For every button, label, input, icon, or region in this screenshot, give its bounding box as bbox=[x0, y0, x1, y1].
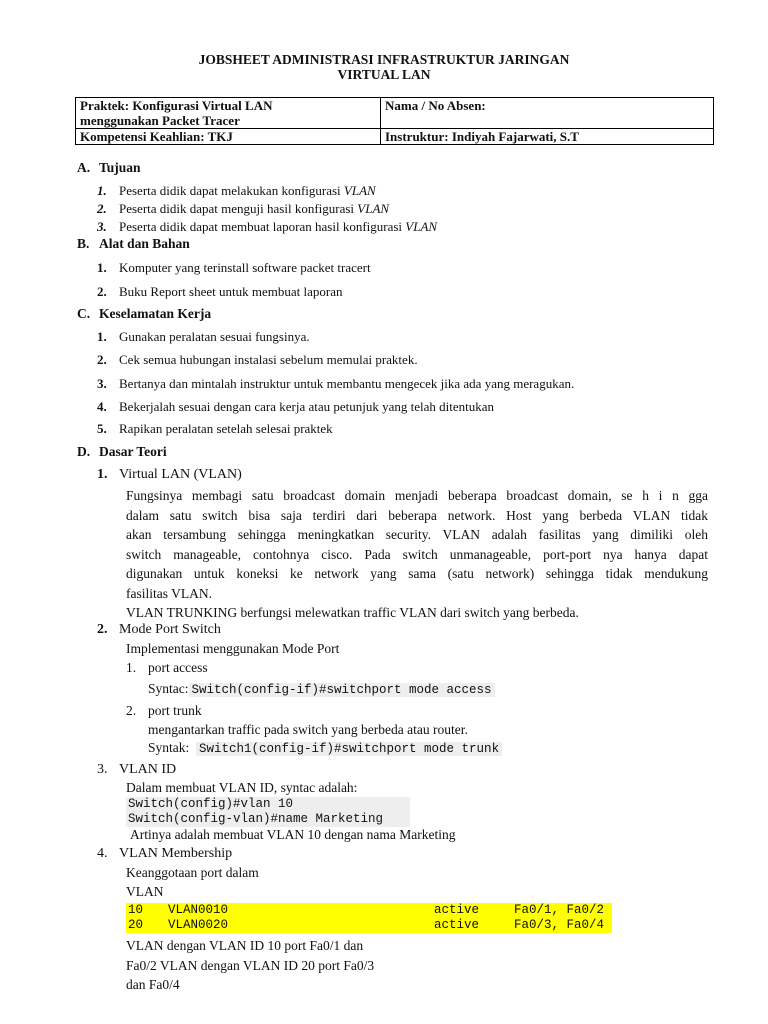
code-trunk: Switch1(config-if)#switchport mode trunk bbox=[196, 742, 502, 756]
mode-port-intro: Implementasi menggunakan Mode Port bbox=[126, 641, 340, 656]
port-trunk-desc: mengantarkan traffic pada switch yang berbeda atau router. bbox=[148, 722, 468, 737]
teori-vlan-paragraph: Fungsinya membagi satu broadcast domain menjadi beberapa broadcast domain, se h i n gga dalam satu switch bisa saja terdiri dari beberapa network. Host yang berbeda VLAN tidak akan tersambung sehingga meningkatkan security. VLAN adalah fasilitas yang dimiliki oleh switch manageable, contohnya cisco. Pada switch unmanageable, port-port nya hanya dapat digunakan untuk koneksi ke network yang sama (satu network) sehingga tidak mendukung fasilitas VLAN. VLAN TRUNKING berfungsi melewatkan traffic VLAN dari switch yang berbeda. bbox=[126, 488, 708, 620]
praktek-line1: Praktek: Konfigurasi Virtual LAN bbox=[80, 98, 273, 113]
membership-desc-2: Fa0/2 VLAN dengan VLAN ID 20 port Fa0/3 bbox=[126, 958, 375, 973]
vlan-table-row: 10 VLAN0010 active Fa0/1, Fa0/2 bbox=[126, 903, 612, 918]
membership-desc-1: VLAN dengan VLAN ID 10 port Fa0/1 dan bbox=[126, 938, 364, 953]
section-keselamatan: C. Keselamatan Kerja bbox=[77, 306, 212, 321]
vlan-table-row: 20 VLAN0020 active Fa0/3, Fa0/4 bbox=[126, 918, 612, 933]
list-item: 1. Gunakan peralatan sesuai fungsinya. bbox=[97, 329, 310, 344]
port-trunk-heading: 2. port trunk bbox=[126, 703, 202, 718]
nama-cell: Nama / No Absen: bbox=[381, 98, 714, 129]
document-subtitle: VIRTUAL LAN bbox=[337, 67, 431, 82]
praktek-line2: menggunakan Packet Tracer bbox=[80, 113, 240, 128]
vlan-id-note: Artinya adalah membuat VLAN 10 dengan nama Marketing bbox=[130, 827, 456, 842]
list-item: 2. Cek semua hubungan instalasi sebelum memulai praktek. bbox=[97, 352, 418, 367]
code-access: Switch(config-if)#switchport mode access bbox=[189, 683, 495, 697]
teori-vlan-id-heading: 3. VLAN ID bbox=[97, 762, 177, 777]
section-alat-bahan: B. Alat dan Bahan bbox=[77, 236, 190, 251]
teori-membership-heading: 4. VLAN Membership bbox=[97, 846, 233, 861]
list-item: 1. Peserta didik dapat melakukan konfigurasi VLAN bbox=[97, 183, 376, 198]
list-item: 2. Buku Report sheet untuk membuat laporan bbox=[97, 284, 343, 299]
section-tujuan: A. Tujuan bbox=[77, 160, 141, 175]
list-item: 3. Peserta didik dapat membuat laporan hasil konfigurasi VLAN bbox=[97, 219, 438, 234]
vlan-id-intro: Dalam membuat VLAN ID, syntac adalah: bbox=[126, 780, 358, 795]
membership-desc-3: dan Fa0/4 bbox=[126, 977, 180, 992]
list-item: 2. Peserta didik dapat menguji hasil konfigurasi VLAN bbox=[97, 201, 390, 216]
port-trunk-syntax: Syntak: Switch1(config-if)#switchport mode trunk bbox=[148, 740, 502, 756]
teori-vlan-heading: 1. Virtual LAN (VLAN) bbox=[97, 467, 242, 482]
port-access-syntax: Syntac: Switch(config-if)#switchport mode access bbox=[148, 681, 495, 697]
document-title: JOBSHEET ADMINISTRASI INFRASTRUKTUR JARINGAN bbox=[198, 52, 570, 67]
list-item: 4. Bekerjalah sesuai dengan cara kerja atau petunjuk yang telah ditentukan bbox=[97, 399, 495, 414]
instruktur-cell: Instruktur: Indiyah Fajarwati, S.T bbox=[381, 129, 714, 145]
info-table bbox=[75, 97, 714, 145]
membership-intro-1: Keanggotaan port dalam bbox=[126, 865, 259, 880]
teori-mode-port-heading: 2. Mode Port Switch bbox=[97, 622, 221, 637]
praktek-cell bbox=[76, 98, 381, 129]
list-item: 1. Komputer yang terinstall software packet tracert bbox=[97, 260, 371, 275]
vlan-id-code: Switch(config)#vlan 10 Switch(config-vlan)#name Marketing bbox=[126, 797, 410, 827]
kompetensi-cell: Kompetensi Keahlian: TKJ bbox=[76, 129, 381, 145]
list-item: 3. Bertanya dan mintalah instruktur untuk membantu mengecek jika ada yang meragukan. bbox=[97, 376, 575, 391]
membership-intro-2: VLAN bbox=[126, 884, 164, 899]
port-access-heading: 1. port access bbox=[126, 660, 208, 675]
list-item: 5. Rapikan peralatan setelah selesai praktek bbox=[97, 421, 333, 436]
section-dasar-teori: D. Dasar Teori bbox=[77, 444, 167, 459]
